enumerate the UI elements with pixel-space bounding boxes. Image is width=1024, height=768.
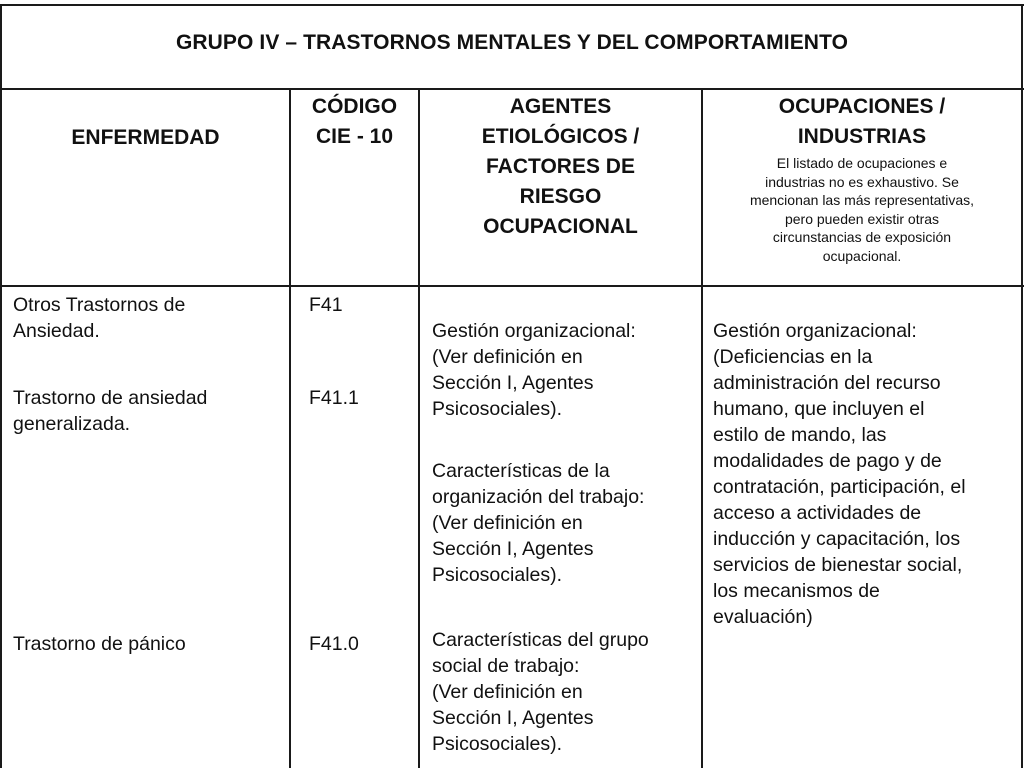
agentes-line: Psicosociales). [432, 564, 563, 586]
agentes-line: organización del trabajo: [432, 486, 645, 508]
header-codigo-line: CÓDIGO [311, 95, 398, 118]
enfermedad-item [13, 292, 288, 344]
agentes-line: (Ver definición en [432, 681, 583, 703]
note-line: ocupacional. [822, 247, 902, 264]
ocupaciones-item [713, 318, 1019, 630]
agentes-item [432, 458, 700, 588]
codigo-cell: F41 [309, 294, 343, 316]
agentes-line: Gestión organizacional: [432, 320, 636, 342]
table-title: GRUPO IV – TRASTORNOS MENTALES Y DEL COMPORTAMIENTO [175, 31, 849, 54]
header-agentes-line: FACTORES DE [486, 155, 635, 178]
agentes-line: Psicosociales). [432, 398, 563, 420]
header-codigo [291, 92, 418, 152]
enfermedad-line: Trastorno de pánico [13, 633, 186, 655]
agentes-line: (Ver definición en [432, 346, 583, 368]
ocupaciones-line: servicios de bienestar social, [713, 554, 963, 576]
header-ocupaciones-line: OCUPACIONES / [778, 95, 946, 118]
header-ocupaciones-note [703, 154, 1021, 265]
note-line: circunstancias de exposición [772, 229, 952, 245]
note-line: mencionan las más representativas, [749, 192, 975, 208]
note-line: pero pueden existir otras [784, 210, 940, 227]
enfermedad-line: Ansiedad. [13, 320, 100, 342]
ocupaciones-line: acceso a actividades de [713, 502, 922, 524]
table-border-left [0, 4, 2, 768]
ocupaciones-line: humano, que incluyen el [713, 398, 925, 420]
enfermedad-item [13, 631, 288, 657]
ocupaciones-line: inducción y capacitación, los [713, 528, 961, 550]
title-row-divider [0, 88, 1024, 90]
header-agentes [420, 92, 701, 242]
agentes-line: Psicosociales). [432, 733, 563, 755]
ocupaciones-line: (Deficiencias en la [713, 346, 873, 368]
note-line: industrias no es exhaustivo. Se [765, 173, 959, 190]
agentes-line: Características del grupo [432, 629, 649, 651]
agentes-line: Características de la [432, 460, 610, 482]
header-enfermedad: ENFERMEDAD [71, 126, 220, 149]
agentes-line: Sección I, Agentes [432, 372, 594, 394]
agentes-line: Sección I, Agentes [432, 538, 594, 560]
codigo-cell: F41.0 [309, 633, 359, 655]
column-divider-1 [289, 89, 291, 768]
enfermedad-item [13, 385, 288, 437]
enfermedad-line: generalizada. [13, 413, 131, 435]
header-agentes-line: RIESGO [519, 185, 602, 208]
header-agentes-line: AGENTES [509, 95, 612, 118]
note-line: El listado de ocupaciones e [776, 155, 948, 171]
ocupaciones-line: Gestión organizacional: [713, 320, 917, 342]
agentes-item [432, 627, 700, 757]
codigo-cell: F41.1 [309, 387, 359, 409]
header-row-divider [0, 285, 1024, 287]
agentes-line: (Ver definición en [432, 512, 583, 534]
table-border-top [0, 4, 1024, 6]
ocupaciones-line: contratación, participación, el [713, 476, 966, 498]
agentes-item [432, 318, 700, 422]
ocupaciones-line: administración del recurso [713, 372, 941, 394]
ocupaciones-line: estilo de mando, las [713, 424, 887, 446]
header-agentes-line: OCUPACIONAL [483, 215, 638, 238]
ocupaciones-line: los mecanismos de [713, 580, 880, 602]
header-ocupaciones [703, 92, 1021, 152]
agentes-line: social de trabajo: [432, 655, 580, 677]
ocupaciones-line: evaluación) [713, 606, 813, 628]
enfermedad-line: Trastorno de ansiedad [13, 387, 208, 409]
table-border-right [1021, 4, 1023, 768]
header-agentes-line: ETIOLÓGICOS / [481, 125, 640, 148]
agentes-line: Sección I, Agentes [432, 707, 594, 729]
header-ocupaciones-line: INDUSTRIAS [797, 125, 927, 148]
enfermedad-line: Otros Trastornos de [13, 294, 186, 316]
header-codigo-line: CIE - 10 [315, 125, 394, 148]
ocupaciones-line: modalidades de pago y de [713, 450, 942, 472]
